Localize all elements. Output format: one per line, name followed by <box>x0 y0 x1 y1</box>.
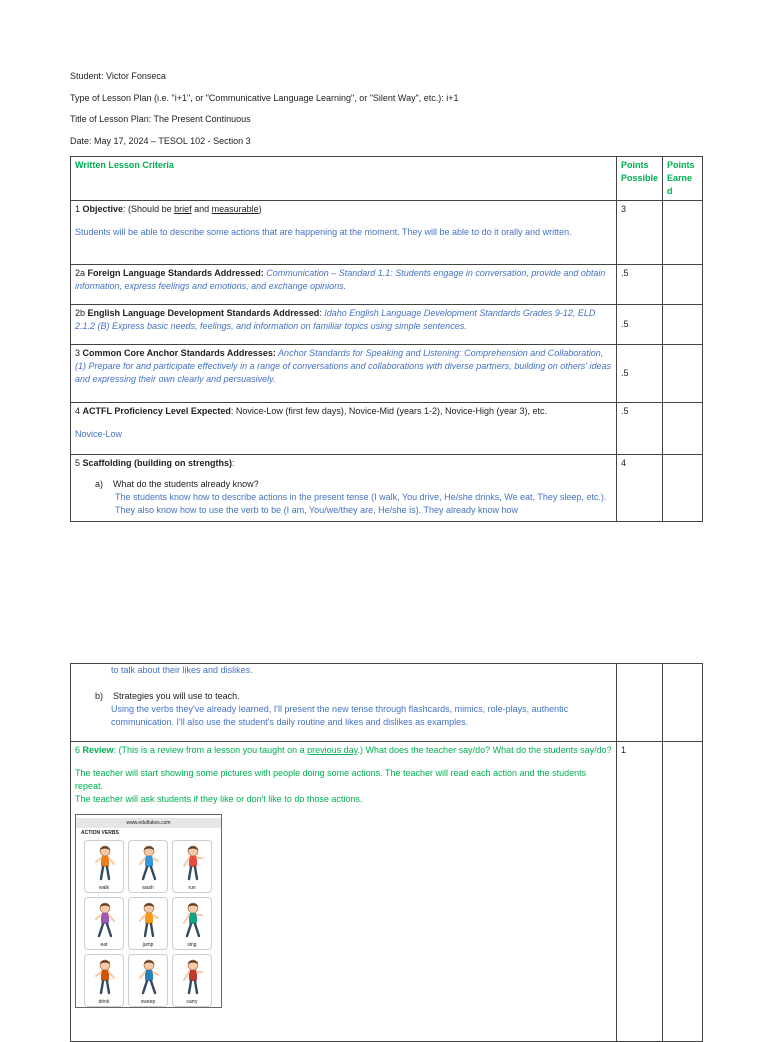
worksheet-title: ACTION VERBS <box>81 830 119 836</box>
scaffolding-b-label: b) <box>95 691 104 701</box>
row-scaffolding <box>71 455 703 522</box>
worksheet-site: www.eduflakes.com <box>76 818 221 828</box>
row-scaffolding-continued <box>71 664 703 742</box>
eld-points: .5 <box>617 305 663 345</box>
worksheet-card-carry <box>172 954 212 1007</box>
worksheet-card-label: wash <box>142 885 154 891</box>
criteria-table-continued <box>70 663 703 1042</box>
worksheet-card-label: walk <box>98 885 109 891</box>
worksheet-card-label: eat <box>100 942 108 948</box>
worksheet-card-walk <box>84 840 124 893</box>
worksheet-card-label: run <box>188 885 196 891</box>
eld-earned <box>663 305 703 345</box>
scaffolding-continued-points <box>617 664 663 742</box>
eld-standards: 2b English Language Development Standards Addressed: Idaho English Language Development Standards Grades 9-12, ELD 2.1.2 (B) Express basic needs, feelings, and information on familiar topics using simple sentences. <box>71 305 617 345</box>
objective-earned <box>663 201 703 265</box>
objective-points: 3 <box>617 201 663 265</box>
worksheet-card-jump <box>128 897 168 950</box>
worksheet-card-wash <box>128 840 168 893</box>
row-eld-standards <box>71 305 703 345</box>
row-common-core <box>71 345 703 403</box>
review-earned <box>663 742 703 1042</box>
scaffolding-a-answer: The students know how to describe actions in the present tense (I walk, You drive, He/she drinks, We eat, They sleep, etc.). They also know how to use the verb to be (I am, You/we/they are, He/she is). They already know how <box>115 492 607 515</box>
scaffolding-b-question: Strategies you will use to teach. <box>113 691 240 701</box>
scaffolding-a-label: a) <box>95 479 104 489</box>
worksheet-card-drink <box>84 954 124 1007</box>
scaffolding-b-answer: Using the verbs they've already learned, I'll present the new tense through flashcards, mimics, role-plays, authentic communication. I'll also use the student's daily routine and likes and dislikes as examples. <box>111 704 569 727</box>
actfl-points: .5 <box>617 403 663 455</box>
row-foreign-language-standards <box>71 265 703 305</box>
worksheet-card-label: drink <box>98 999 110 1005</box>
foreign-language-standards: 2a Foreign Language Standards Addressed: Communication – Standard 1.1: Students engage in conversation, provide and obtain information, express feelings and emotions, and exchange opinions. <box>71 265 617 305</box>
row-review <box>71 742 703 1042</box>
worksheet-card-run <box>172 840 212 893</box>
row-actfl <box>71 403 703 455</box>
worksheet-card-label: jump <box>142 942 154 948</box>
review-label: 6 Review: (This is a review from a lesson you taught on a previous day.) What does the teacher say/do? What do the students say/do? <box>75 745 612 755</box>
review-paragraph-2: The teacher will ask students if they like or don't like to do those actions. <box>75 794 363 804</box>
wash-illustration-icon <box>135 844 163 882</box>
table-header-row <box>71 157 703 201</box>
worksheet-card-sweep <box>128 954 168 1007</box>
worksheet-card-sing <box>172 897 212 950</box>
worksheet-card-eat <box>84 897 124 950</box>
eat-illustration-icon <box>91 901 119 939</box>
sing-illustration-icon <box>179 901 207 939</box>
common-core-standards: 3 Common Core Anchor Standards Addresses: Anchor Standards for Speaking and Listening: Comprehension and Collaboration, (1) Prepare for and participate effectively in a range of conversations and collaborations with diverse partners, building on others' ideas and expressing their own clearly and persuasively. <box>71 345 617 403</box>
common-core-points: .5 <box>617 345 663 403</box>
worksheet-card-label: carry <box>186 999 198 1005</box>
action-verbs-worksheet <box>75 814 222 1008</box>
date-line: Date: May 17, 2024 – TESOL 102 - Section 3 <box>70 136 251 146</box>
actfl-earned <box>663 403 703 455</box>
run-illustration-icon <box>179 844 207 882</box>
worksheet-card-label: sing <box>187 942 197 948</box>
scaffolding-earned <box>663 455 703 522</box>
row-objective <box>71 201 703 265</box>
sweep-illustration-icon <box>135 958 163 996</box>
scaffolding-a-question: What do the students already know? <box>113 479 259 489</box>
foreign-language-points: .5 <box>617 265 663 305</box>
points-possible-header: Points Possible <box>617 157 663 201</box>
drink-illustration-icon <box>91 958 119 996</box>
carry-illustration-icon <box>179 958 207 996</box>
walk-illustration-icon <box>91 844 119 882</box>
foreign-language-earned <box>663 265 703 305</box>
worksheet-cards <box>79 840 218 1007</box>
review-points: 1 <box>617 742 663 1042</box>
objective-label: 1 Objective: (Should be brief and measurable) <box>75 204 262 214</box>
actfl-answer: Novice-Low <box>75 429 123 439</box>
scaffolding-continued-text: to talk about their likes and dislikes. <box>111 665 253 675</box>
lesson-title-line: Title of Lesson Plan: The Present Continuous <box>70 114 251 124</box>
objective-answer: Students will be able to describe some actions that are happening at the moment. They will be able to do it orally and written. <box>75 227 572 237</box>
criteria-header: Written Lesson Criteria <box>71 157 617 201</box>
criteria-table <box>70 156 703 522</box>
scaffolding-points: 4 <box>617 455 663 522</box>
scaffolding-label: 5 Scaffolding (building on strengths): <box>75 458 235 468</box>
points-earned-header: Points Earne d <box>663 157 703 201</box>
worksheet-card-label: sweep <box>140 999 156 1005</box>
scaffolding-continued-earned <box>663 664 703 742</box>
jump-illustration-icon <box>135 901 163 939</box>
actfl-label: 4 ACTFL Proficiency Level Expected: Novice-Low (first few days), Novice-Mid (years 1-2), Novice-High (year 3), etc. <box>75 406 547 416</box>
common-core-earned <box>663 345 703 403</box>
lesson-type-line: Type of Lesson Plan (i.e. "i+1", or "Communicative Language Learning", or "Silent Way", etc.): i+1 <box>70 93 459 103</box>
student-line: Student: Victor Fonseca <box>70 71 166 81</box>
review-paragraph-1: The teacher will start showing some pictures with people doing some actions. The teacher will read each action and the students repeat. <box>75 768 587 791</box>
